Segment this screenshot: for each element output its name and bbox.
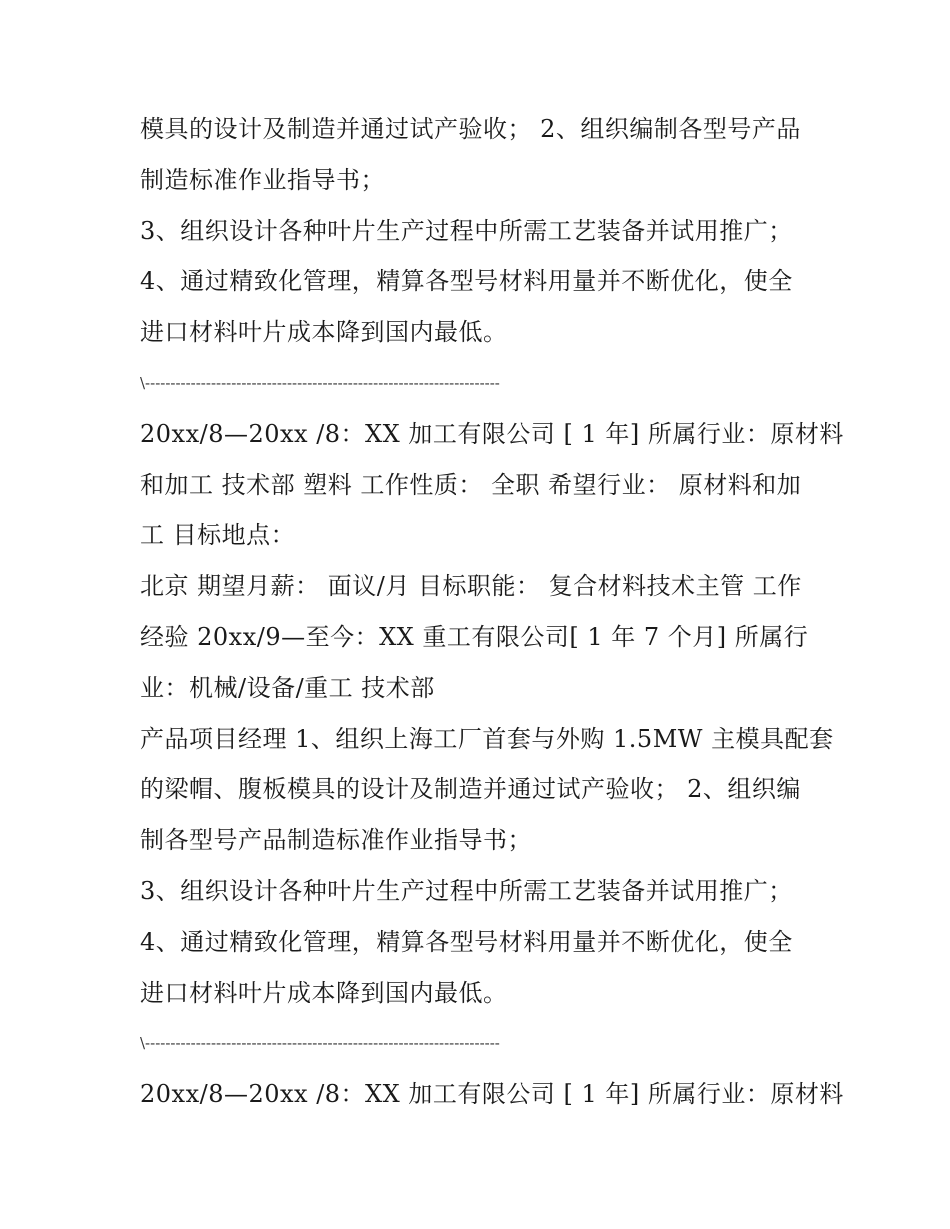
text-line: 20xx/8—20xx /8：XX 加工有限公司 [ 1 年] 所属行业：原材料: [140, 419, 844, 448]
dashed-divider: \----------------------------------------------------------------------: [140, 373, 500, 392]
text-line: 进口材料叶片成本降到国内最低。: [140, 318, 508, 347]
text-line: 业：机械/设备/重工 技术部: [140, 673, 435, 702]
text-line: 3、组织设计各种叶片生产过程中所需工艺装备并试用推广；: [140, 876, 793, 905]
dashed-divider: \----------------------------------------------------------------------: [140, 1034, 500, 1053]
text-line: 和加工 技术部 塑料 工作性质： 全职 希望行业： 原材料和加: [140, 470, 802, 499]
text-line: 制各型号产品制造标准作业指导书；: [140, 826, 532, 855]
text-line: 工 目标地点：: [140, 521, 296, 550]
text-line: 20xx/8—20xx /8：XX 加工有限公司 [ 1 年] 所属行业：原材料: [140, 1080, 844, 1109]
text-line: 3、组织设计各种叶片生产过程中所需工艺装备并试用推广；: [140, 216, 793, 245]
text-line: 4、通过精致化管理，精算各型号材料用量并不断优化，使全: [140, 267, 793, 296]
text-line: 4、通过精致化管理，精算各型号材料用量并不断优化，使全: [140, 927, 793, 956]
text-line: 北京 期望月薪： 面议/月 目标职能： 复合材料技术主管 工作: [140, 572, 802, 601]
text-line: 制造标准作业指导书；: [140, 165, 385, 194]
text-line: 进口材料叶片成本降到国内最低。: [140, 978, 508, 1007]
text-line: 经验 20xx/9—至今：XX 重工有限公司[ 1 年 7 个月] 所属行: [140, 622, 809, 651]
document-page: [140, 104, 844, 1120]
text-line: 模具的设计及制造并通过试产验收； 2、组织编制各型号产品: [140, 115, 801, 143]
text-line: 的梁帽、腹板模具的设计及制造并通过试产验收； 2、组织编: [140, 775, 801, 804]
text-line: 产品项目经理 1、组织上海工厂首套与外购 1.5MW 主模具配套: [140, 724, 834, 753]
